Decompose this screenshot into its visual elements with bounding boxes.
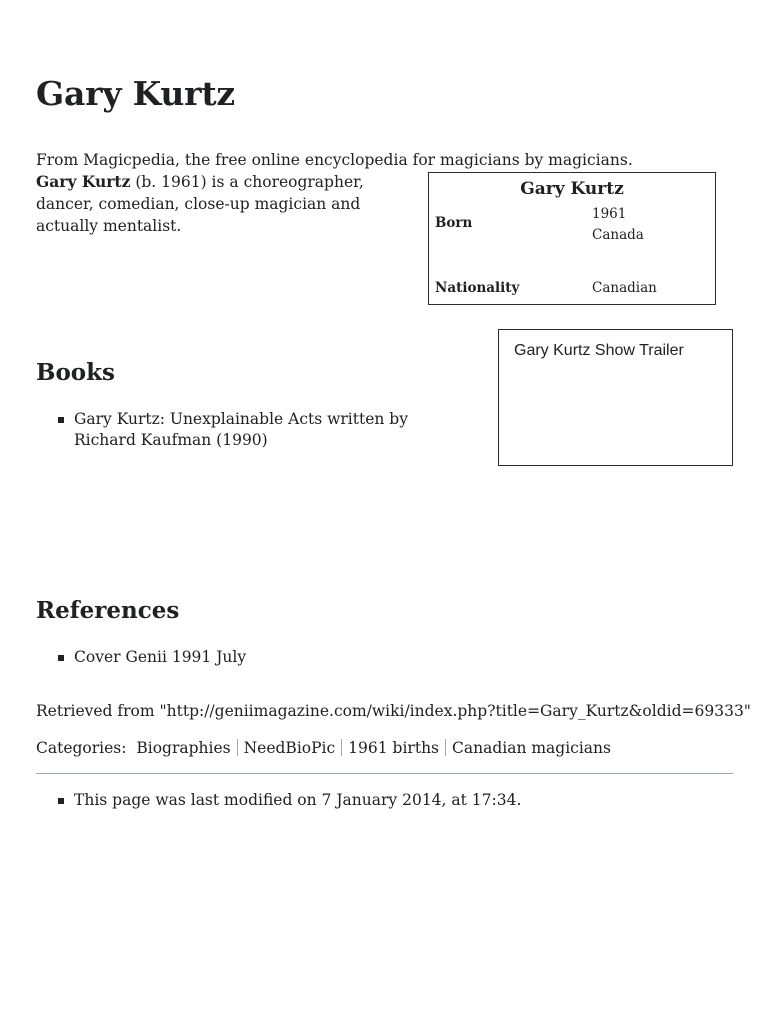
video-caption: Gary Kurtz Show Trailer	[514, 342, 684, 359]
infobox-title: Gary Kurtz	[520, 179, 624, 199]
page-title: Gary Kurtz	[36, 74, 235, 113]
article	[36, 0, 751, 1024]
category-link[interactable]: Biographies	[136, 739, 231, 757]
site-tagline: From Magicpedia, the free online encyclopedia for magicians by magicians.	[36, 151, 633, 169]
categories-label: Categories:	[36, 739, 127, 757]
category-link[interactable]: Canadian magicians	[452, 739, 611, 757]
references-list	[36, 647, 636, 668]
list-item: Cover Genii 1991 July	[36, 647, 636, 668]
infobox-born-place: Canada	[592, 227, 644, 243]
intro-name: Gary Kurtz	[36, 172, 131, 191]
infobox-born-label: Born	[435, 215, 473, 231]
video-embed[interactable]	[498, 329, 733, 466]
infobox-nationality-label: Nationality	[435, 280, 520, 296]
category-link[interactable]: NeedBioPic	[243, 739, 336, 757]
infobox-born-year: 1961	[592, 206, 627, 222]
category-divider	[237, 739, 238, 756]
category-link[interactable]: 1961 births	[348, 739, 439, 757]
infobox-nationality-value: Canadian	[592, 280, 657, 296]
category-divider	[341, 739, 342, 756]
footer-info	[36, 790, 636, 811]
last-modified: This page was last modified on 7 January 2014, at 17:34.	[36, 790, 636, 811]
infobox	[428, 172, 716, 305]
intro-text: (b. 1961) is a choreographer, dancer, comedian, close-up magician and actually mentalist.	[36, 173, 364, 235]
category-links	[36, 737, 611, 759]
category-divider	[445, 739, 446, 756]
references-heading: References	[36, 597, 180, 624]
intro-paragraph	[36, 171, 418, 237]
books-heading: Books	[36, 359, 116, 386]
list-item: Gary Kurtz: Unexplainable Acts written by Richard Kaufman (1990)	[36, 409, 456, 451]
retrieved-from: Retrieved from "http://geniimagazine.com/wiki/index.php?title=Gary_Kurtz&oldid=69333"	[36, 702, 751, 720]
books-list	[36, 409, 456, 451]
footer-divider	[36, 773, 733, 774]
